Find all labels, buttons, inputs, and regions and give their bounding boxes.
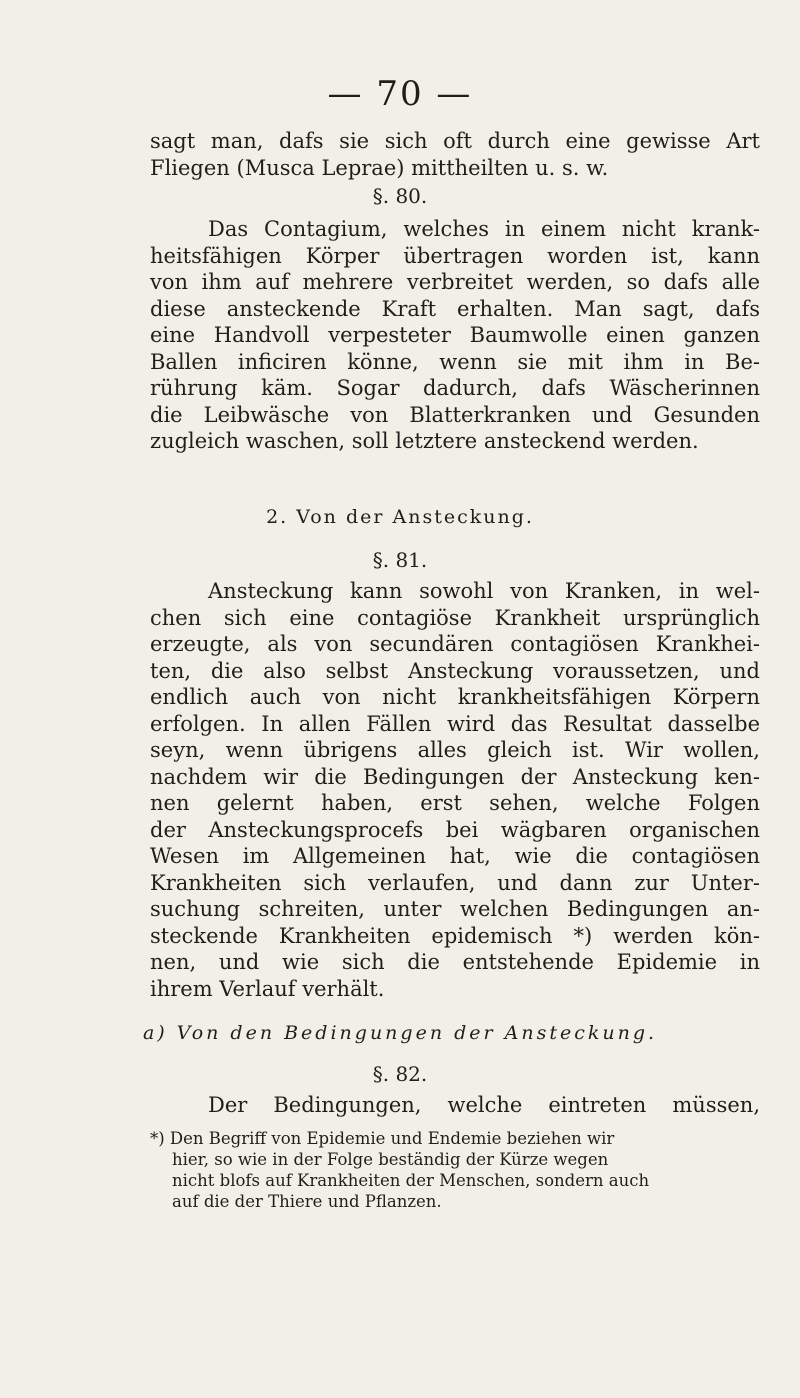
text-line: eine Handvoll verpesteter Baumwolle einen ganzen [150,323,760,347]
text-line: zugleich waschen, soll letztere ansteckend werden. [150,429,699,453]
footnote [150,1128,760,1212]
footnote-line: auf die der Thiere und Pflanzen. [172,1192,442,1211]
text-line: sagt man, dafs sie sich oft durch eine gewisse Art [150,129,760,153]
text-line: nachdem wir die Bedingungen der Ansteckung ken- [150,764,760,789]
text-line: Ballen inficiren könne, wenn sie mit ihm in Be- [150,349,760,374]
footnote-line: hier, so wie in der Folge beständig der Kürze wegen [172,1150,609,1169]
text-line: Krankheiten sich verlaufen, und dann zur Unter- [150,870,760,895]
opening-lines [150,128,760,181]
text-line: chen sich eine contagiöse Krankheit ursprünglich [150,605,760,630]
section-heading-ansteckung: 2. Von der Ansteckung. [266,506,534,528]
text-line: suchung schreiten, unter welchen Bedingungen an- [150,897,760,921]
text-line: Fliegen (Musca Leprae) mittheilten u. s. w. [150,155,609,180]
text-line: Der Bedingungen, welche eintreten müssen, [208,1093,760,1117]
section-number-82: §. 82. [372,1062,428,1086]
text-line: heitsfähigen Körper übertragen worden ist, kann [150,243,760,268]
paragraph-80 [150,216,760,455]
paragraph-82 [150,1092,760,1119]
page-number: — 70 — [327,74,473,114]
text-line: endlich auch von nicht krankheitsfähigen Körpern [150,685,760,709]
text-line: Wesen im Allgemeinen hat, wie die contagiösen [150,844,760,868]
footnote-line: nicht blofs auf Krankheiten der Menschen, sondern auch [172,1171,650,1190]
text-line: ihrem Verlauf verhält. [150,976,385,1001]
text-line: nen gelernt haben, erst sehen, welche Folgen [150,791,760,815]
footnote-line: *) Den Begriff von Epidemie und Endemie beziehen wir [150,1129,615,1148]
text-line: Das Contagium, welches in einem nicht krank- [208,217,760,241]
text-line: erfolgen. In allen Fällen wird das Resultat dasselbe [150,711,760,736]
text-line: rührung käm. Sogar dadurch, dafs Wäscherinnen [150,376,760,400]
paragraph-81 [150,578,760,1002]
text-line: Ansteckung kann sowohl von Kranken, in wel- [208,579,760,603]
subsection-heading-bedingungen: a) Von den Bedingungen der Ansteckung. [142,1022,658,1044]
text-line: der Ansteckungsprocefs bei wägbaren organischen [150,817,760,842]
text-line: seyn, wenn übrigens alles gleich ist. Wir wollen, [150,738,760,762]
section-number-81: §. 81. [372,548,428,572]
text-line: diese ansteckende Kraft erhalten. Man sagt, dafs [150,296,760,321]
text-line: ten, die also selbst Ansteckung voraussetzen, und [150,658,760,683]
text-line: erzeugte, als von secundären contagiösen Krankhei- [150,632,760,656]
text-line: von ihm auf mehrere verbreitet werden, so dafs alle [150,270,760,294]
text-line: die Leibwäsche von Blatterkranken und Gesunden [150,402,760,427]
section-number-80: §. 80. [372,184,428,208]
text-line: nen, und wie sich die entstehende Epidemie in [150,950,760,974]
text-line: steckende Krankheiten epidemisch *) werden kön- [150,923,760,948]
